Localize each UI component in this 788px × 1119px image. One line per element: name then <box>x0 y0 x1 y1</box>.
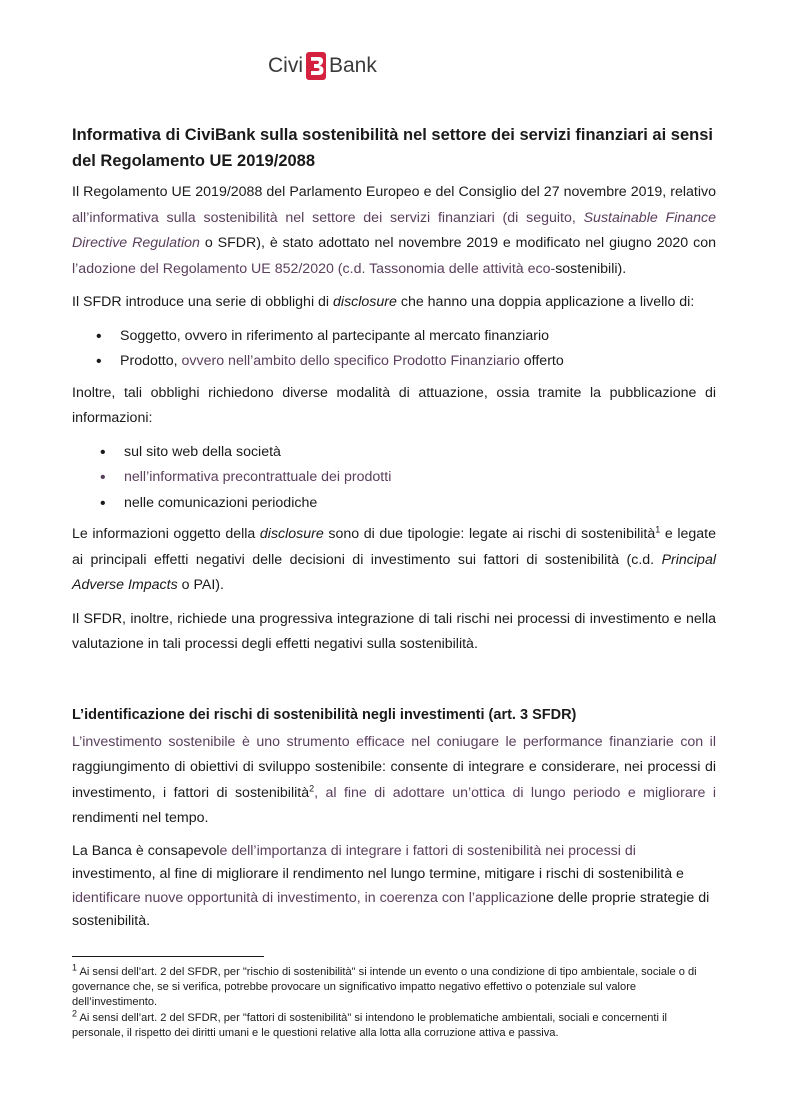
text-run: ne delle proprie strategie di sostenibilità. <box>72 889 710 929</box>
footnote-text: Ai sensi dell’art. 2 del SFDR, per "rischio di sostenibilità" si intende un evento o una condizione di tipo ambientale, sociale o di governance che, se si verifica, potrebbe provocare un significativo impatto negativo effettivo o potenziale sul valore dell’investimento. <box>72 966 697 1009</box>
application-levels-list <box>72 324 716 375</box>
footnote-ref-1[interactable]: 1 <box>655 524 661 535</box>
footnote-separator <box>72 956 264 957</box>
text-run: Il Regolamento UE 2019/2088 del Parlamento Europeo e del Consiglio del 27 novembre 2019, relativo <box>72 184 716 200</box>
text-run: raggiungimento di obiettivi di sviluppo sostenibile: consente di integrare e considerare, nei processi di investimento, i fattori di sostenibilità <box>72 759 716 801</box>
civibank-mark-icon <box>306 52 326 80</box>
logo-text-civi: Civi <box>268 54 303 77</box>
list-item: • sul sito web della società <box>72 440 716 466</box>
section2-paragraph-2 <box>72 840 716 934</box>
text-run-italic: Principal Adverse Impacts <box>72 551 716 593</box>
text-run: e legate ai principali effetti negativi delle decisioni di investimento sui fattori di sostenibilità (c.d. <box>72 526 716 568</box>
text-run-italic: disclosure <box>259 526 324 542</box>
civibank-logo <box>268 50 377 82</box>
footnotes <box>72 956 716 1041</box>
publication-channels-list <box>72 440 716 517</box>
text-run: ovvero nell’ambito dello specifico Prodotto Finanziario <box>181 353 520 369</box>
text-run: , al fine di adottare un’ottica di lungo periodo e migliorare i <box>314 784 716 801</box>
text-run: investimento, al fine di migliorare il rendimento nel lungo termine, mitigare i rischi di sostenibilità e <box>72 866 684 882</box>
text-run: o PAI). <box>177 577 224 593</box>
footnote-number: 2 <box>72 1007 78 1018</box>
text-run-italic: Sustainable Finance Directive Regulation <box>72 209 716 251</box>
text-run: Il SFDR introduce una serie di obblighi di <box>72 294 334 310</box>
footnote-number: 1 <box>72 962 78 973</box>
intro-paragraph-3: Inoltre, tali obblighi richiedono diverse modalità di attuazione, ossia tramite la pubblicazione di informazioni: <box>72 384 716 426</box>
list-item <box>72 349 716 375</box>
text-run: sostenibili). <box>555 260 627 277</box>
text-run: identificare nuove opportunità di investimento, in coerenza con l’applicazio <box>72 889 539 906</box>
document-title: Informativa di CiviBank sulla sostenibilità nel settore dei servizi finanziari ai sensi del Regolamento UE 2019/2088 <box>72 126 713 170</box>
footnote-2 <box>72 1007 716 1041</box>
text-run: offerto <box>519 353 564 369</box>
logo-text-bank: Bank <box>329 54 377 77</box>
text-run: La Banca è consapevol <box>72 842 220 859</box>
text-run: all’informativa sulla sostenibilità nel settore dei servizi finanziari (di seguito, <box>72 209 584 226</box>
text-run: rendimenti nel tempo. <box>72 810 209 826</box>
text-run: Le informazioni oggetto della <box>72 526 260 542</box>
intro-paragraph-1 <box>72 180 716 282</box>
text-run: sono di due tipologie: legate ai rischi di sostenibilità <box>323 526 656 542</box>
footnote-ref-2[interactable]: 2 <box>309 782 315 793</box>
intro-paragraph-4 <box>72 522 716 599</box>
footnote-1 <box>72 962 716 1011</box>
text-run: Prodotto, <box>120 353 182 369</box>
list-item: • nell’informativa precontrattuale dei prodotti <box>72 465 716 491</box>
section2-paragraph-1 <box>72 730 716 832</box>
list-item: • nelle comunicazioni periodiche <box>72 491 716 517</box>
intro-paragraph-5: Il SFDR, inoltre, richiede una progressiva integrazione di tali rischi nei processi di investimento e nella valutazione in tali processi degli effetti negativi sulla sostenibilità. <box>72 610 716 652</box>
section-heading-risk-identification: L’identificazione dei rischi di sostenibilità negli investimenti (art. 3 SFDR) <box>72 706 577 723</box>
text-run: o SFDR), è stato adottato nel novembre 2019 e modificato nel giugno 2020 con <box>199 235 716 251</box>
text-run: L’investimento sostenibile è uno strumento efficace nel coniugare le performance finanziarie con il <box>72 733 716 750</box>
text-run: e dell’importanza di integrare i fattori di sostenibilità nei processi di <box>219 842 636 859</box>
text-run-italic: disclosure <box>333 294 397 310</box>
intro-paragraph-2 <box>72 290 716 316</box>
footnote-text: Ai sensi dell’art. 2 del SFDR, per "fattori di sostenibilità" si intendono le problematiche ambientali, sociali e concernenti il personale, il rispetto dei diritti umani e le questioni relative alla lotta alla corruzione attiva e passiva. <box>72 1011 667 1039</box>
text-run: l’adozione del Regolamento UE 852/2020 (c.d. Tassonomia delle attività eco- <box>72 260 556 277</box>
list-item: • Soggetto, ovvero in riferimento al partecipante al mercato finanziario <box>72 324 716 350</box>
document-body <box>72 122 716 942</box>
text-run: che hanno una doppia applicazione a livello di: <box>396 294 695 310</box>
